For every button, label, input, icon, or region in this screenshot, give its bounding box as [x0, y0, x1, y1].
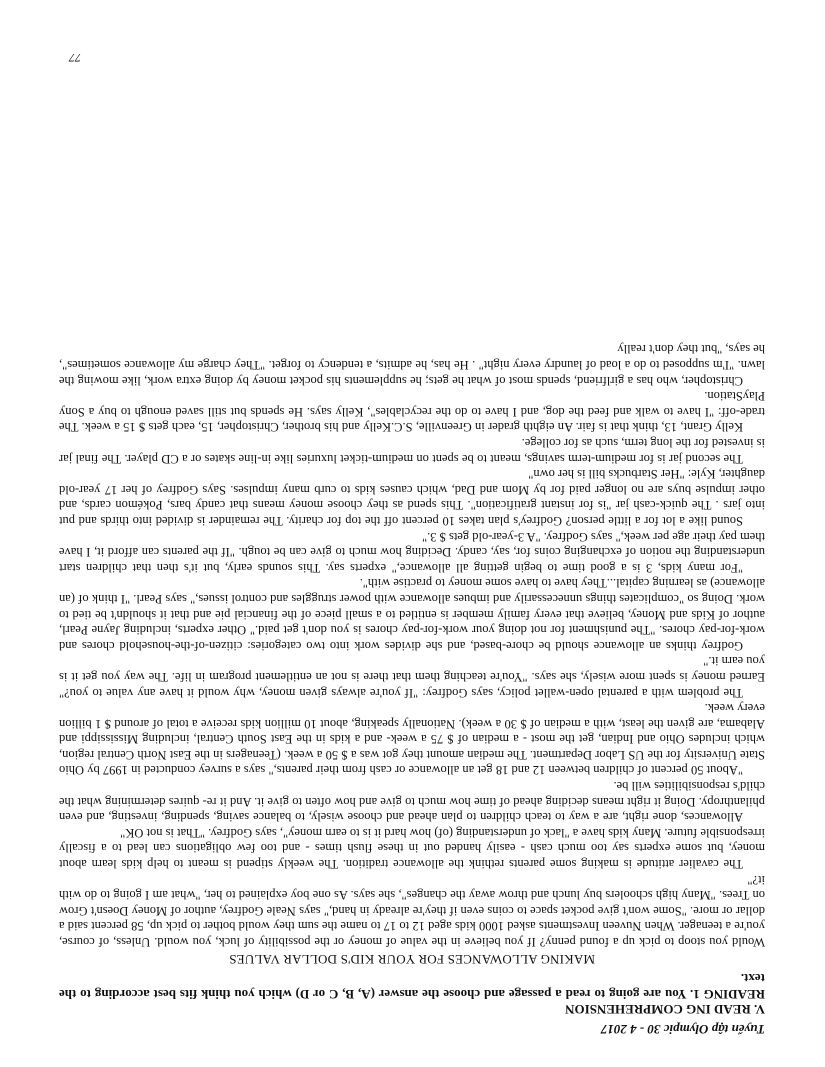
passage-paragraph-2: The cavalier attitude is making some parents rethink the allowance tradition. The weekly stipend is meant to help kids learn about money, but some experts say too much cash - easily handed out in these flush times - and too few obligations can lead to a fiscally irresponsible future. Many kids have a "lack of understanding (of) how hard it is to earn money", says Godfrey. "That is not OK" [59, 825, 765, 872]
section-title: V. READ ING COMPREHENSION [565, 1002, 765, 1018]
passage-paragraph-9: The second jar is for medium-term savings, meant to be spent on medium-ticket luxuries like in-line skates or a CD player. The final jar is invested for the long term, such as for college. [59, 436, 765, 466]
reading-instruction: READING 1. You are going to read a passage and choose the answer (A, B, C or D) which you think fits best according to the text. [59, 971, 765, 1002]
passage-paragraph-1: Would you stoop to pick up a found penny? If you believe in the value of money or the possibility of luck, you would. Unless, of course, you're a teenager. When Nuveen Investments asked 1000 kids aged 12 to 17 to name the sum they would bother to pick up, 58 percent said a dollar or more. "Some won't give pocket space to coins even if they're already in hand," says Neale Godfrey, author of Money Doesn't Grow on Trees. "Many high schoolers buy lunch and throw away the changes", she says. As one boy explained to her, "what am I going to do with it?" [59, 872, 765, 950]
book-title: Tuyển tập Olympic 30 - 4 2017 [600, 1022, 765, 1037]
passage-paragraph-5: The problem with a parental open-wallet policy, says Godfrey: "If you're always given money, why would it have any value to you?" Earned money is spent more wisely, she says. "You're teaching them that there is not an entitlement program in life. The way you get it is you earn it." [59, 654, 765, 700]
passage-paragraph-3: Allowances, done right, are a way to teach children to plan ahead and choose wisely, to balance saving, spending, investing, and even philanthropy. Doing it right means deciding ahead of time how much to give and how often to give it. And it re- quires determining what the child's responsibilities will be. [59, 779, 765, 825]
passage-paragraph-10: Kelly Grant, 13, think that is fair. An eighth grader in Greenville, S.C.Kelly and his brother, Christopher, 15, each gets $ 15 a week. The trade-off: "I have to walk and feed the dog, and I have to do the recyclables", Kelly says. He spends but still saved enough to buy a Sony PlayStation. [59, 389, 765, 435]
page-number: 77 [69, 51, 81, 65]
passage-title: MAKING ALLOWANCES FOR YOUR KID'S DOLLAR VALUES [229, 951, 595, 967]
passage-paragraph-6: Godfrey thinks an allowance should be chore-based, and she divides work into two categories: citizen-of-the-household chores and work-for-pay chores. "The punishment for not doing your work-for-pay chores is you don't get paid." Other experts, including Jayne Pearl, author of Kids and Money, believe that every family member is entitled to a small piece of the financial pie and that it shouldn't be tied to work. Doing so "complicates things unnecessarily and imbues allowance with power struggles and control issues," says Pearl. "I think of (an allowance) as learning capital...They have to have some money to practise with". [59, 576, 765, 653]
passage-paragraph-11: Christopher, who has a girlfriend, spends most of what he gets; he supplements his pocket money by doing extra work, like mowing the lawn. "I'm supposed to do a load of laundry every night" . He has, he admits, a tendency to forget. "They charge my allowance sometimes", he says, "but they don't really [59, 342, 765, 388]
document-content [59, 341, 765, 1037]
passage-paragraph-4: "About 50 percent of children between 12 and 18 get an allowance or cash from their parents," says a survey conducted in 1997 by Ohio State University for the US Labor Department. The median amount they got was a $ 50 a week. (Teenagers in the East North Central region, which includes Ohio and Indian, get the most - a median of $ 75 a week- and a kids in the East South Central, including Mississippi and Alabama, are given the least, with a median of $ 30 a week). Nationally speaking, about 10 million kids receive a total of around $ 1 billion every week. [59, 701, 765, 778]
passage-paragraph-8: Sound like a lot for a little person? Godfrey's plan takes 10 percent off the top for charity. The remainder is divided into thirds and put into jars . The quick-cash jar "is for instant gratification". This spend as they choose money means that candy bars, Pokémon cards, and other impulse buys are no longer paid for by Mom and Dad, which causes kids to curb many impulses. Says Godfrey of her 17 year-old daughter, Kyle: "Her Starbucks bill is her own" [59, 467, 765, 528]
passage-paragraph-7: "For many kids, 3 is a good time to begin getting all allowance," experts say. This sounds early, but it's then that children start understanding the notion of exchanging coins for, say, candy. Deciding how much to give can be tough. "If the parents can afford it, I have them pay their age per week," says Godfrey. "A 3-year-old gets $ 3." [59, 529, 765, 575]
